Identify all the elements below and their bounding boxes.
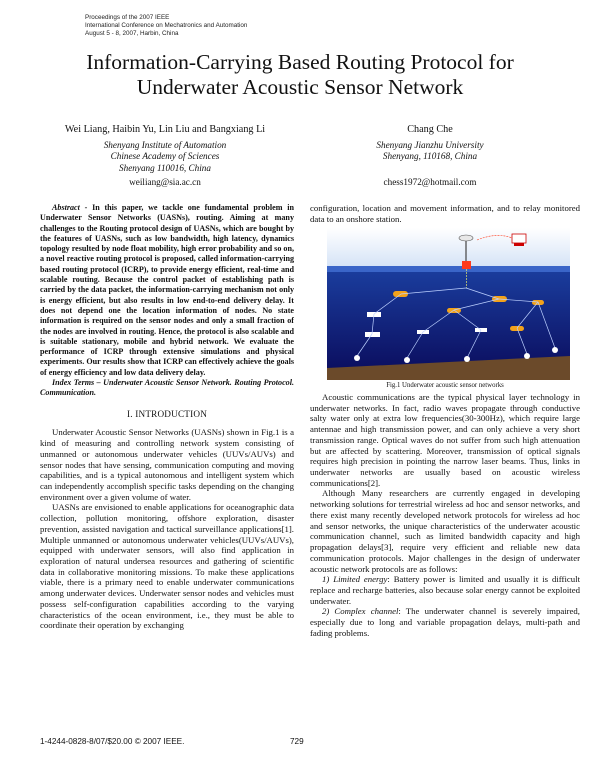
affiliation-right-2: Shenyang, 110168, China: [382, 151, 478, 161]
figure-caption: Fig.1 Underwater acoustic sensor networks: [386, 382, 504, 389]
affiliation-left-2: Chinese Academy of Sciences: [110, 151, 220, 161]
proceedings-line-1: Proceedings of the 2007 IEEE: [85, 14, 170, 21]
index-terms: Index Terms – Underwater Acoustic Sensor Network. Routing Protocol. Communication.: [40, 378, 294, 398]
sensor-node: [354, 355, 360, 361]
challenge-item-1-text: : Battery power is limited and usually it is difficult replace and recharge batteries, also because solar energy cannot be exploited underwater.: [310, 574, 580, 606]
challenge-item-1-label: 1) Limited energy: [322, 574, 388, 585]
sky-area: [327, 228, 570, 266]
right-column-main: [310, 392, 580, 639]
proceedings-line-2: International Conference on Mechatronics and Automation: [85, 22, 248, 29]
author-block-left: [30, 124, 300, 189]
sensor-node: [404, 357, 410, 363]
challenge-item-2: [310, 606, 580, 638]
author-names-right: Chang Che: [407, 124, 453, 135]
sensor-node: [552, 347, 558, 353]
figure-underwater-network: [327, 228, 570, 380]
proceedings-line-3: August 5 - 8, 2007, Harbin, China: [85, 30, 179, 37]
footer-copyright: 1-4244-0828-8/07/$20.00 © 2007 IEEE.: [40, 737, 185, 746]
right-paragraph-2: Although Many researchers are currently engaged in developing networking solutions for terrestrial wireless ad hoc and sensor networks, and there exist many recently developed network protocols for wireless ad hoc and sensor networks, the unique characteristics of the underwater acoustic communication channel, such as limited bandwidth capacity and high propagation delays[3], require very efficient and reliable new data communication protocols. Major challenges in the design of underwater acoustic network protocols are as follows:: [310, 488, 580, 574]
section-heading-introduction: I. INTRODUCTION: [126, 408, 208, 419]
right-continued-text: configuration, location and movement information, and to relay monitored data to an onshore station.: [310, 203, 580, 224]
author-email-right: chess1972@hotmail.com: [383, 176, 477, 187]
intro-paragraph-2: UASNs are envisioned to enable applications for oceanographic data collection, pollution monitoring, offshore exploration, disaster prevention, assisted navigation and tactical surveillance applications[1]. Multiple unmanned or autonomous underwater vehicles(UUVs/AUVs), equipped with underwater sensors, will also find application in exploration of natural undersea resources and gathering of scientific data in collaborative monitoring missions. To make these applications viable, there is a primary need to enable underwater communications among underwater devices. Underwater sensor nodes and vehicles must possess self-configuration capabilities according to the varying characteristics of the ocean environment, i.e., they must be able to coordinate their operation by exchanging: [40, 502, 294, 631]
sensor-node: [524, 353, 530, 359]
abstract: [40, 203, 294, 378]
challenge-item-2-text: : The underwater channel is severely impaired, especially due to long and variable propagation delays, multi-path and fading problems.: [310, 606, 580, 638]
right-column-top: [310, 203, 580, 224]
author-email-left: weiliang@sia.ac.cn: [129, 177, 201, 187]
right-paragraph-1: Acoustic communications are the typical physical layer technology in underwater networks. In fact, radio waves propagate through conductive salty water only at extra low frequencies(30-300Hz), which require large antennae and high transmission power, and can only achieve a very short transmission range. Optical waves do not suffer from such high attenuation but are affected by scattering. Moreover, transmission of optical signals requires high precision in pointing the narrow laser beams. Thus, links in underwater networks are usually based on acoustic wireless communications[2].: [310, 392, 580, 488]
paper-title: [40, 50, 560, 100]
left-column: [40, 203, 294, 631]
affiliation-right-1: Shenyang Jianzhu University: [376, 139, 484, 150]
affiliation-left-1: Shenyang Institute of Automation: [103, 139, 227, 150]
page-number: 729: [290, 737, 304, 746]
title-line-1: Information-Carrying Based Routing Protocol for: [86, 50, 514, 74]
author-names-left: Wei Liang, Haibin Yu, Lin Liu and Bangxiang Li: [64, 124, 266, 135]
water-surface: [327, 266, 570, 272]
sensor-node: [464, 356, 470, 362]
intro-paragraph-1: Underwater Acoustic Sensor Networks (UASNs) shown in Fig.1 is a kind of measuring and controlling network system consisting of unmanned or autonomous underwater vehicles (UUVs/AUVs) and sensor nodes that have sensing, communication computing and moving capabilities, and is a typical autonomous and intelligent system which can independently accomplish specific tasks depending on the changing environment over a given volume of water.: [40, 427, 294, 502]
author-block-right: [330, 124, 530, 188]
affiliation-left-3: Shenyang 110016, China: [119, 162, 211, 173]
title-line-2: Underwater Acoustic Sensor Network: [136, 75, 464, 99]
abstract-lead: Abstract: [52, 203, 80, 212]
abstract-text: - In this paper, we tackle one fundamental problem in Underwater Sensor Networks (UASNs), routing. Aiming at many challenges to the Routing protocol design of UASNs, which are bought by the features of UASNs, such as low bandwidth, high latency, dynamics topology resulted by node float mobility, high error probability and so on, a novel reactive routing protocol is proposed, called information-carrying based routing protocol (ICRP), to provide energy efficient, real-time and scalable routing. Because the control packet of establishing path is carried by the data packet, the information-carrying mechanism not only is energy efficient, but also results in low end-to-end delivery delay. It does not depend one the location information of nodes. No state information is required on the sensor nodes and only a small fraction of the nodes are involved in routing. Hence, the protocol is also scalable and is suitable stationary, mobile and hybrid network. We evaluate the performance of ICRP through extensive simulations and physical experiments. Our results show that ICRP can effectively achieve the goals of energy efficiency and low data delivery delay.: [40, 203, 294, 377]
challenge-item-2-label: 2) Complex channel: [322, 606, 399, 617]
challenge-item-1: [310, 574, 580, 606]
relay-node: [365, 332, 380, 337]
